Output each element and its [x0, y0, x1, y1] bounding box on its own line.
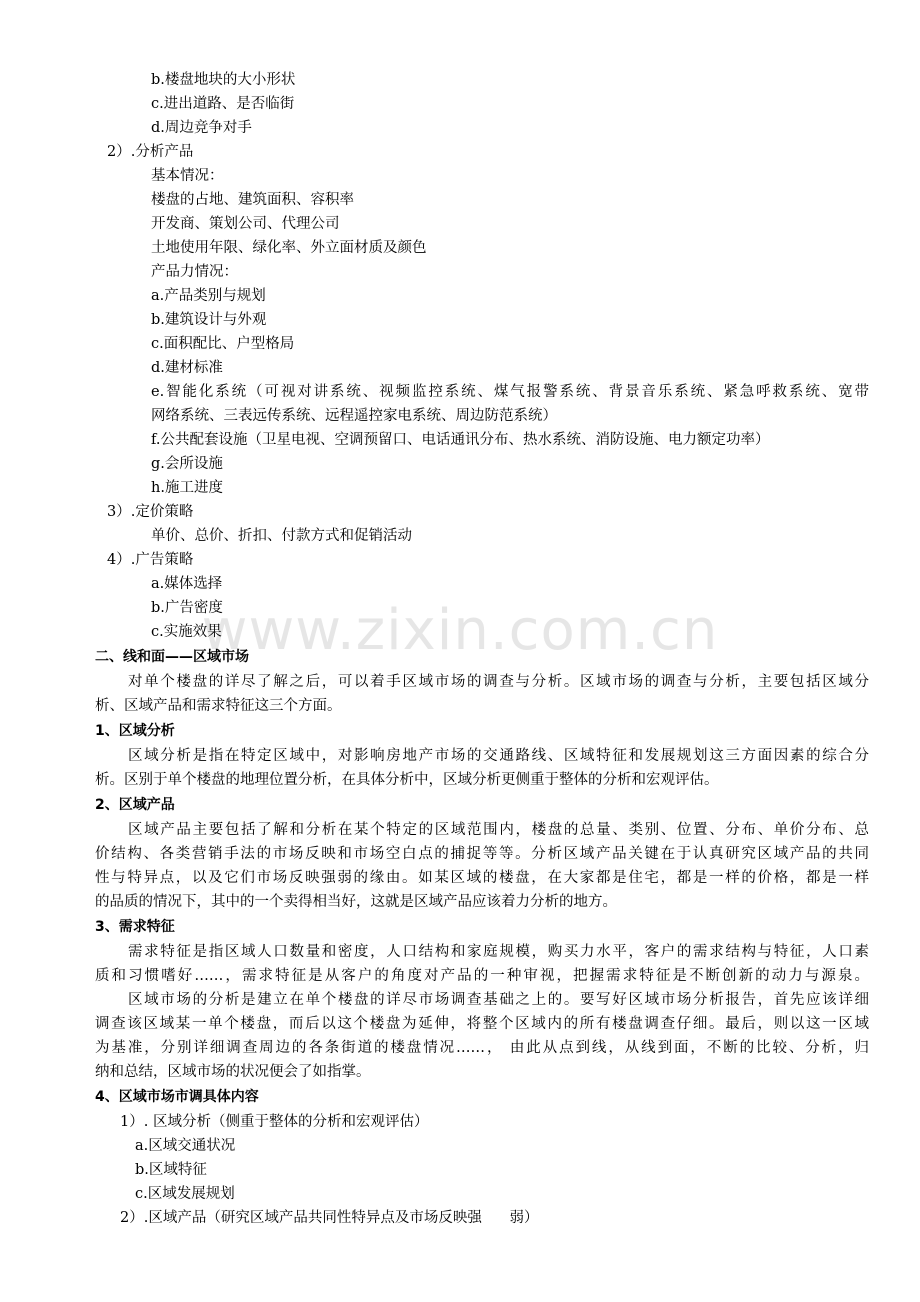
text-line: 楼盘的占地、建筑面积、容积率 — [151, 192, 354, 208]
text-line: d.建材标准 — [151, 360, 223, 376]
text-line: b.楼盘地块的大小形状 — [151, 72, 296, 88]
section-subheading: 1）. 区域分析（侧重于整体的分析和宏观评估） — [120, 1114, 429, 1130]
text-line: a.区域交通状况 — [135, 1138, 236, 1154]
section-heading: 4、区域市场市调具体内容 — [95, 1089, 259, 1105]
text-line: c.区域发展规划 — [135, 1186, 235, 1202]
text-line: a.媒体选择 — [151, 576, 223, 592]
text-line: 基本情况： — [151, 168, 224, 184]
paragraph-line: 析、区域产品和需求特征这三个方面。 — [95, 698, 342, 714]
text-line: f.公共配套设施（卫星电视、空调预留口、电话通讯分布、热水系统、消防设施、电力额定功率） — [151, 432, 770, 448]
paragraph-line: 调查该区域某一单个楼盘，而后以这个楼盘为延伸，将整个区域内的所有楼盘调查仔细。最后，则以这一区域 — [95, 1016, 869, 1032]
paragraph-line: 区域产品主要包括了解和分析在某个特定的区域范围内，楼盘的总量、类别、位置、分布、单价分布、总 — [128, 822, 869, 838]
section-subheading: 3）.定价策略 — [107, 504, 194, 520]
section-heading: 1、区域分析 — [95, 723, 175, 739]
paragraph-line: 纳和总结，区域市场的状况便会了如指掌。 — [95, 1064, 371, 1080]
text-line: b.广告密度 — [151, 600, 223, 616]
text-line: g.会所设施 — [151, 456, 223, 472]
paragraph-line: 的品质的情况下，其中的一个卖得相当好，这就是区域产品应该着力分析的地方。 — [95, 894, 617, 910]
text-line: c.面积配比、户型格局 — [151, 336, 295, 352]
section-heading: 3、需求特征 — [95, 919, 175, 935]
text-line: 土地使用年限、绿化率、外立面材质及颜色 — [151, 240, 427, 256]
text-line: b.建筑设计与外观 — [151, 312, 267, 328]
paragraph-line: 对单个楼盘的详尽了解之后，可以着手区域市场的调查与分析。区域市场的调查与分析，主要包括区域分 — [128, 674, 869, 690]
paragraph-line: 区域分析是指在特定区域中，对影响房地产市场的交通路线、区域特征和发展规划这三方面因素的综合分 — [128, 748, 869, 764]
watermark: www.zixin.com.cn — [201, 598, 719, 663]
text-line: 开发商、策划公司、代理公司 — [151, 216, 340, 232]
text-line: 网络系统、三表远传系统、远程遥控家电系统、周边防范系统） — [151, 408, 557, 424]
paragraph-line: 价结构、各类营销手法的市场反映和市场空白点的捕捉等等。分析区域产品关键在于认真研究区域产品的共同 — [95, 846, 869, 862]
text-line: c.实施效果 — [151, 624, 222, 640]
paragraph-line: 需求特征是指区域人口数量和密度，人口结构和家庭规模，购买力水平，客户的需求结构与特征，人口素 — [128, 944, 869, 960]
text-line: 单价、总价、折扣、付款方式和促销活动 — [151, 528, 412, 544]
section-subheading: 2）.分析产品 — [107, 144, 194, 160]
text-line: e.智能化系统（可视对讲系统、视频监控系统、煤气报警系统、背景音乐系统、紧急呼救系统、宽带 — [151, 384, 869, 400]
text-line: d.周边竞争对手 — [151, 120, 252, 136]
text-line: h.施工进度 — [151, 480, 223, 496]
paragraph-line: 性与特异点，以及它们市场反映强弱的缘由。如某区域的楼盘，在大家都是住宅，都是一样的价格，都是一样 — [95, 870, 869, 886]
paragraph-line: 区域市场的分析是建立在单个楼盘的详尽市场调查基础之上的。要写好区域市场分析报告，首先应该详细 — [128, 992, 869, 1008]
paragraph-line: 为基准，分别详细调查周边的各条街道的楼盘情况……， 由此从点到线，从线到面，不断的比较、分析，归 — [95, 1040, 869, 1056]
text-line: a.产品类别与规划 — [151, 288, 266, 304]
paragraph-line: 析。区别于单个楼盘的地理位置分析，在具体分析中，区域分析更侧重于整体的分析和宏观评估。 — [95, 772, 719, 788]
text-line: 产品力情况： — [151, 264, 238, 280]
section-subheading: 4）.广告策略 — [107, 552, 194, 568]
section-subheading: 2）.区域产品（研究区域产品共同性特异点及市场反映强 弱） — [120, 1210, 539, 1226]
text-line: c.进出道路、是否临街 — [151, 96, 295, 112]
paragraph-line: 质和习惯嗜好……，需求特征是从客户的角度对产品的一种审视，把握需求特征是不断创新的动力与源泉。 — [95, 968, 869, 984]
section-heading: 二、线和面——区域市场 — [95, 649, 249, 665]
section-heading: 2、区域产品 — [95, 797, 175, 813]
text-line: b.区域特征 — [135, 1162, 207, 1178]
